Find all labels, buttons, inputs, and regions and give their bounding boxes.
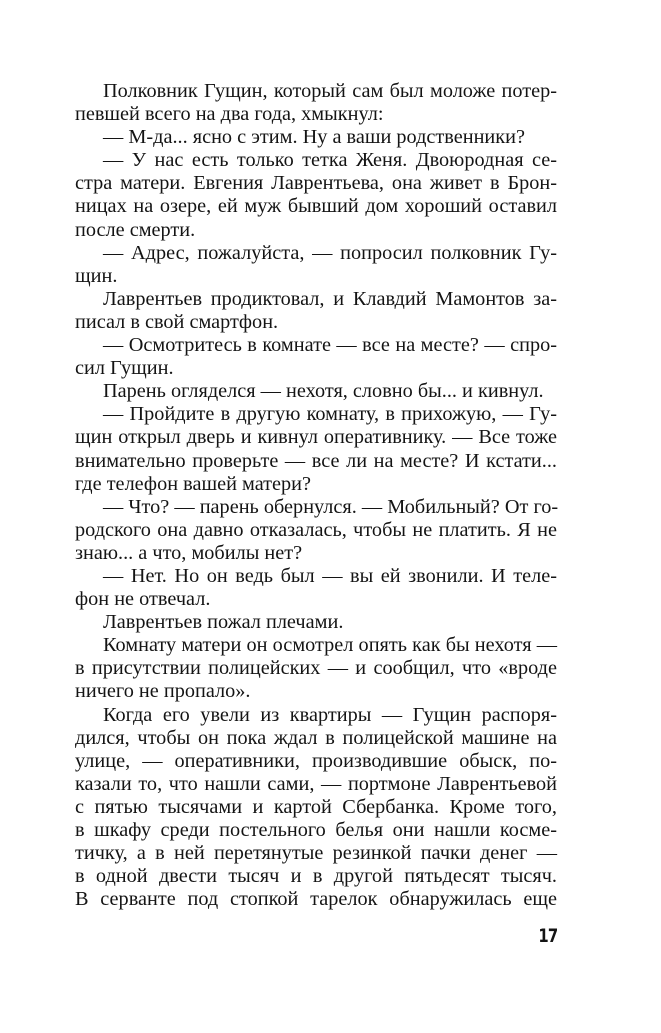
page-body-text bbox=[75, 80, 557, 911]
text-line: родского она давно отказалась, чтобы не платить. Я не bbox=[75, 518, 557, 541]
text-line: — М-да... ясно с этим. Ну а ваши родственники? bbox=[103, 126, 525, 149]
text-line: сил Гущин. bbox=[75, 357, 174, 380]
text-line: щин открыл дверь и кивнул оперативнику. — Все тоже bbox=[75, 426, 557, 449]
text-line: Парень огляделся — нехотя, словно бы... и кивнул. bbox=[103, 380, 544, 403]
text-line: Когда его увели из квартиры — Гущин распоря- bbox=[103, 703, 557, 726]
text-line: после смерти. bbox=[75, 218, 196, 241]
text-line: — У нас есть только тетка Женя. Двоюродная се- bbox=[103, 149, 557, 172]
text-line: дился, чтобы он пока ждал в полицейской машине на bbox=[75, 726, 557, 749]
text-line: — Что? — парень обернулся. — Мобильный? От го- bbox=[103, 495, 559, 518]
text-line: щин. bbox=[75, 264, 118, 287]
page-number: 17 bbox=[537, 925, 557, 947]
text-line: знаю... а что, мобилы нет? bbox=[75, 541, 303, 564]
text-line: в одной двести тысяч и в другой пятьдесят тысяч. bbox=[75, 865, 557, 888]
text-line: казали то, что нашли сами, — портмоне Лаврентьевой bbox=[75, 772, 557, 795]
text-line: фон не отвечал. bbox=[75, 588, 211, 611]
text-line: — Нет. Но он ведь был — вы ей звонили. И теле- bbox=[103, 564, 557, 587]
text-line: Лаврентьев пожал плечами. bbox=[103, 611, 344, 634]
text-line: улице, — оперативники, производившие обыск, по- bbox=[75, 749, 557, 772]
text-line: — Пройдите в другую комнату, в прихожую, — Гу- bbox=[103, 403, 557, 426]
text-line: Лаврентьев продиктовал, и Клавдий Мамонтов за- bbox=[103, 287, 557, 310]
text-line: стра матери. Евгения Лаврентьева, она живет в Брон- bbox=[75, 172, 557, 195]
text-line: тичку, а в ней перетянутые резинкой пачки денег — bbox=[75, 842, 557, 865]
text-line: Полковник Гущин, который сам был моложе потер- bbox=[103, 80, 557, 102]
text-line: писал в свой смартфон. bbox=[75, 310, 279, 333]
text-line: — Осмотритесь в комнате — все на месте? — спро- bbox=[103, 334, 557, 357]
text-line: ничего не пропало». bbox=[75, 680, 251, 703]
text-line: в присутствии полицейских — и сообщил, что «вроде bbox=[75, 657, 557, 680]
text-line: где телефон вашей матери? bbox=[75, 472, 312, 495]
text-line: — Адрес, пожалуйста, — попросил полковник Гу- bbox=[103, 241, 557, 264]
text-line: Комнату матери он осмотрел опять как бы нехотя — bbox=[103, 634, 557, 657]
text-line: В серванте под стопкой тарелок обнаружилась еще bbox=[75, 888, 557, 911]
text-line: певшей всего на два года, хмыкнул: bbox=[75, 103, 384, 126]
text-line: в шкафу среди постельного белья они нашли космe- bbox=[75, 819, 557, 841]
text-line: ницах на озере, ей муж бывший дом хороший оставил bbox=[75, 195, 557, 218]
text-line: с пятью тысячами и картой Сбербанка. Кроме того, bbox=[75, 795, 557, 818]
text-line: внимательно проверьте — все ли на месте? И кстати... bbox=[75, 449, 557, 472]
